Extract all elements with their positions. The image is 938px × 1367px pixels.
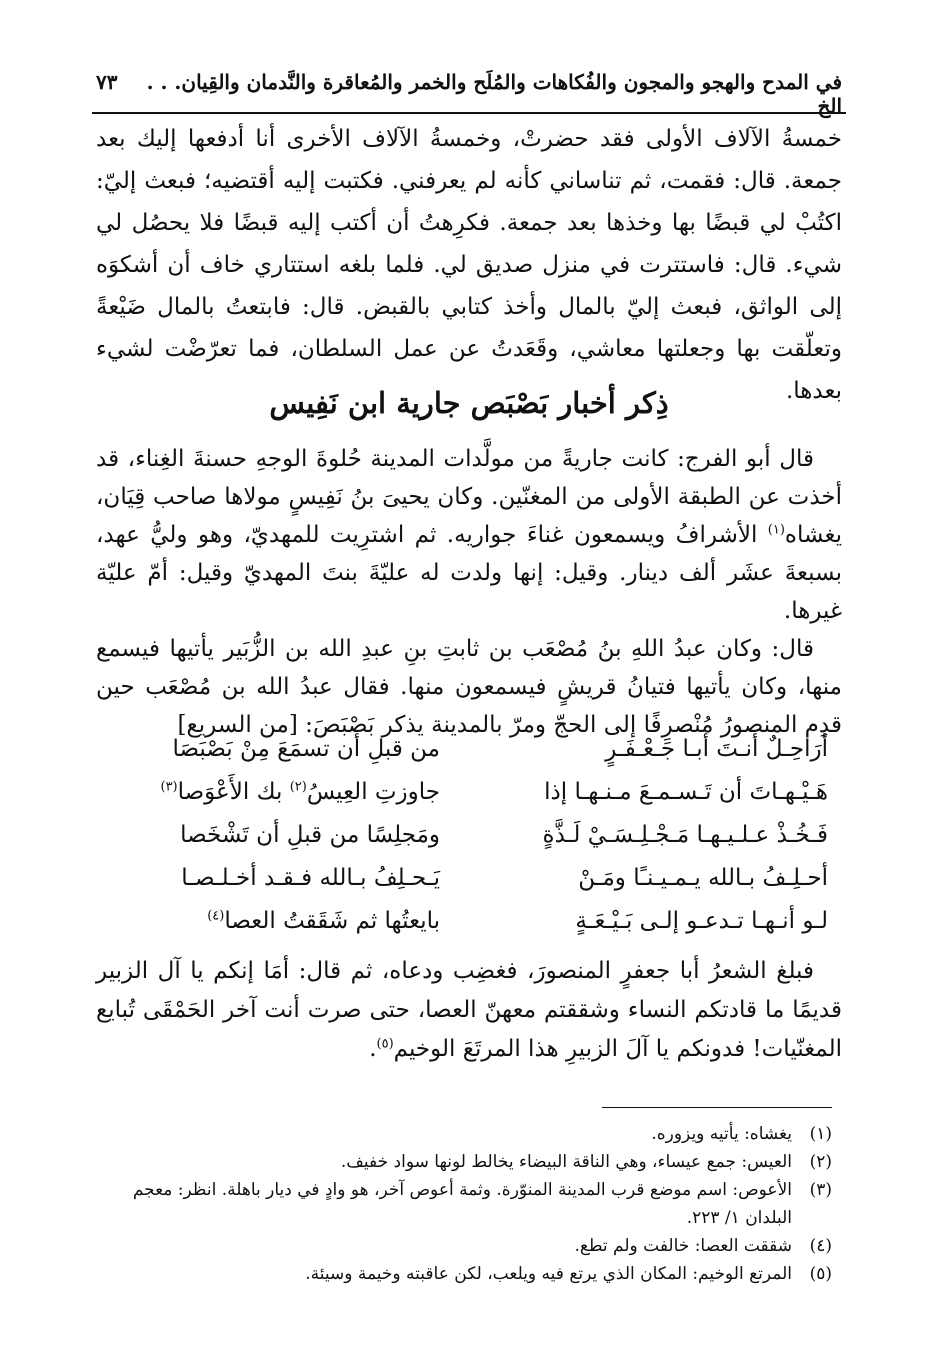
header-rule: [92, 112, 846, 114]
verse-first-hemistich: أحـلِـفُ بـالله يـمـيـنـًا ومَـنْ: [578, 865, 828, 891]
footnote: [100, 1120, 832, 1148]
hemistich-text: بك الأَعْوَصا: [177, 779, 290, 805]
poem-verse: [140, 771, 828, 814]
verse-second-hemistich: يَـحـلِفُ بـالله فـقـد أخـلـصـا: [181, 865, 440, 891]
paragraph-text: فبلغ الشعرُ أبا جعفرٍ المنصورَ، فغضِب ودعاه، ثم قال: أمَا إنكم يا آل الزبير قديمًا ما قادتكم النساء وشققتم معهنّ العصا، حتى صرت أنت آخر الحَمْقَى تُبايع المغنّيات! فدونكم يا آلَ الزبيرِ هذا المرتَعَ الوخيم: [96, 958, 842, 1062]
footnote: [100, 1260, 832, 1288]
footnote: [100, 1232, 832, 1260]
section-title: ذِكر أخبار بَصْبَص جارية ابن نَفِيس: [269, 386, 669, 420]
footnote-marker: (٢): [289, 779, 307, 795]
hemistich-text: جاوزتِ العِيسُ: [306, 779, 440, 805]
verse-second-hemistich: [140, 771, 440, 814]
hemistich-text: بايعتُها ثم شَقَقتُ العصا: [224, 908, 440, 934]
continued-paragraph: [96, 118, 842, 412]
footnotes: [100, 1120, 832, 1288]
closing-paragraph: [96, 952, 842, 1069]
verse-first-hemistich: أرَاحِـلٌ أنـتَ أبـا جَـعْـفَـرٍ: [605, 736, 828, 762]
footnote-text: الأعوص: اسم موضع قرب المدينة المنوّرة. وثمة أعوص آخر، هو وادٍ في ديار باهلة. انظر: معجم البلدان ١/ ٢٢٣.: [132, 1180, 792, 1228]
paragraph-text: الأشرافُ ويسمعون غناءَ جواريه. ثم اشترِيت للمهديّ، وهو وليُّ عهد، بسبعةَ عشَر ألف دينار. وقيل: إنها ولدت له عليّةَ بنتَ المهديّ وقيل: أمّ عليّة غيرها.: [96, 522, 842, 624]
verse-first-hemistich: هَـيْـهـاتَ أن تَـسـمـعَ مـنـهـا إذا: [544, 779, 828, 805]
poem-verse: [140, 900, 828, 943]
verse-second-hemistich: من قبلِ أن تسمَعَ مِنْ بَصْبَصَا: [172, 736, 440, 762]
paragraph: قال: وكان عبدُ اللهِ بنُ مُصْعَب بن ثابتِ بنِ عبدِ الله بن الزُّبَير يأتيها فيسمع منها، وكان يأتيها فتيانُ قريشٍ فيسمعون منها. فقال عبدُ الله بن مُصْعَب حين قدِم المنصورُ مُنْصرِفًا إلى الحجّ ومرّ بالمدينة يذكر بَصْبَصَ: [من السريع]: [96, 636, 842, 738]
footnote-text: شققت العصا: خالفت ولم تطع.: [574, 1236, 792, 1256]
verse-second-hemistich: [140, 900, 440, 943]
footnote: [100, 1176, 832, 1232]
footnote-text: العيس: جمع عيساء، وهي الناقة البيضاء يخالط لونها سواد خفيف.: [340, 1152, 792, 1172]
poem-verse: [140, 728, 828, 771]
poem-verse: [140, 857, 828, 900]
footnote-number: (٤): [809, 1236, 832, 1256]
verse-second-hemistich: ومَجلِسًا من قبلِ أن تَشْخَصا: [180, 822, 440, 848]
running-title: في المدح والهجو والمجون والفُكاهات والمُلَح والخمر والمُعاقرة والنَّدمان والقِيان. . . الخ: [146, 70, 842, 118]
paragraph-end: .: [369, 1036, 377, 1062]
verse-first-hemistich: لـو أنـهـا تـدعـو إلـى بَـيْـعَـةٍ: [575, 908, 828, 934]
footnote: [100, 1148, 832, 1176]
footnote-text: يغشاه: يأتيه ويزوره.: [651, 1124, 792, 1144]
paragraph-text: قال أبو الفرج: كانت جاريةً من مولَّدات المدينة حُلوةَ الوجهِ حسنةَ الغِناء، قد أخذت عن الطبقة الأولى من المغنّين. وكان يحيىَ بنُ نَفِيسٍ مولاها صاحب قِيَان، يغشاه: [96, 446, 842, 548]
footnote-number: (١): [809, 1124, 832, 1144]
footnote-number: (٥): [809, 1264, 832, 1284]
footnote-marker: (٤): [207, 908, 225, 924]
page-number: ٧٣: [96, 70, 118, 94]
paragraph: خمسةُ الآلاف الأولى فقد حضرتْ، وخمسةُ الآلاف الأخرى أنا أدفعها إليك بعد جمعة. قال: فقمت، ثم تناساني كأنه لم يعرفني. فكتبت إليه أقتضيه؛ فبعث إليّ: اكتُبْ لي قبضًا بها وخذها بعد جمعة. فكرِهتُ أن أكتب إليه قبضًا فلا يحصُل لي شيء. قال: فاستترت في منزل صديق لي. فلما بلغه استتاري خاف أن أشكوَه إلى الواثق، فبعث إليّ بالمال وأخذ كتابي بالقبض. قال: فابتعتُ بالمال ضَيْعةً وتعلّقت بها وجعلتها معاشي، وقَعَدتُ عن عمل السلطان، فما تعرّضْت لشيء بعدها.: [96, 126, 842, 404]
paragraph: [96, 952, 842, 1069]
footnote-marker: (٥): [376, 1036, 394, 1052]
page-header: [96, 70, 842, 118]
section-body: [96, 440, 842, 744]
footnote-marker: (٣): [160, 779, 178, 795]
paragraph: [96, 440, 842, 630]
footnote-text: المرتع الوخيم: المكان الذي يرتع فيه ويلعب، لكن عاقبته وخيمة وسيئة.: [305, 1264, 792, 1284]
footnote-marker: (١): [767, 522, 785, 538]
poem-verse: [140, 814, 828, 857]
footnote-number: (٣): [809, 1180, 832, 1200]
poem: [140, 728, 828, 943]
verse-first-hemistich: فَـخُـذْ عـلـيـهـا مَـجْـلِـسَـيْ لَـذَّةٍ: [542, 822, 828, 848]
footnote-number: (٢): [809, 1152, 832, 1172]
footnote-rule: [602, 1107, 832, 1108]
